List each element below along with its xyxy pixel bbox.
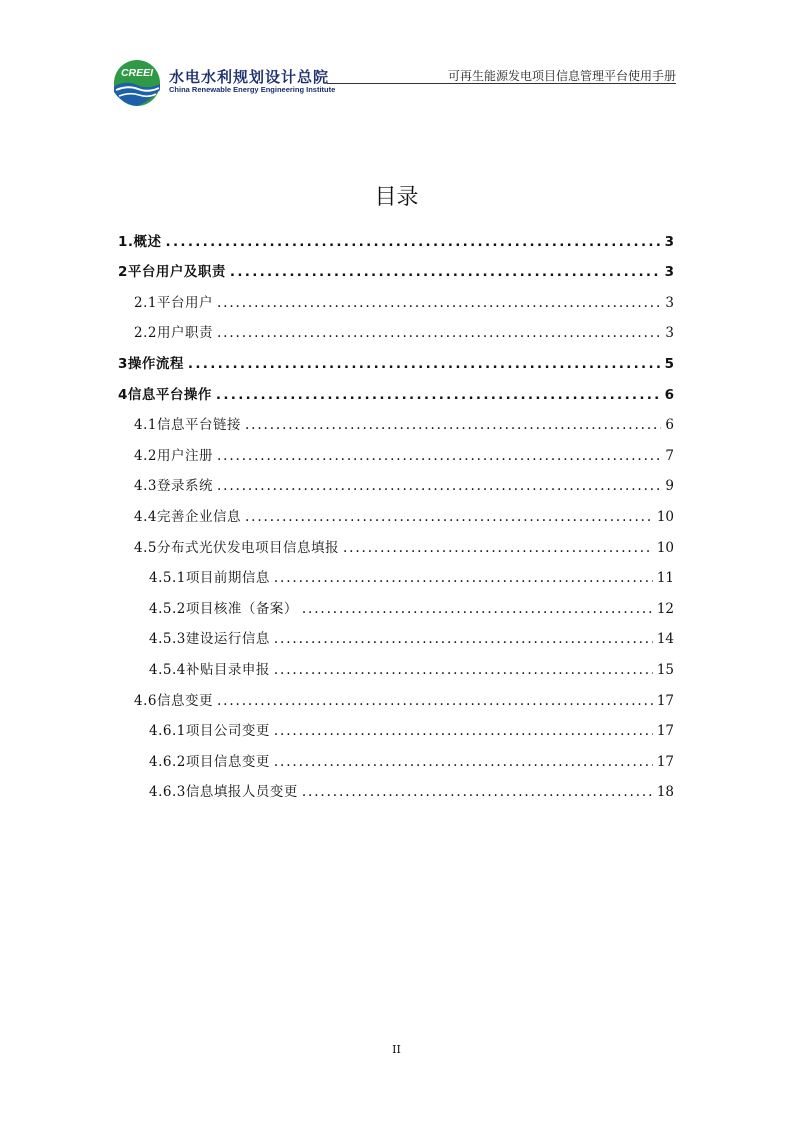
- toc-leader: [188, 356, 661, 372]
- toc-leader: [216, 387, 661, 403]
- toc-entry-text: 2.1平台用户: [134, 294, 213, 311]
- toc-leader: [302, 601, 653, 617]
- toc-entry-page: 12: [656, 600, 674, 617]
- toc-entry-text: 4.6.3信息填报人员变更: [149, 784, 298, 801]
- toc-entry[interactable]: [118, 341, 674, 372]
- toc-entry-page: 5: [664, 355, 674, 372]
- toc-entry[interactable]: [118, 372, 674, 403]
- toc-entry[interactable]: [118, 403, 674, 434]
- toc-entry-text: 4信息平台操作: [118, 386, 212, 403]
- toc-entry[interactable]: [118, 494, 674, 525]
- toc-entry-page: 10: [656, 508, 674, 525]
- toc-entry-page: 6: [664, 386, 674, 403]
- toc-entry-text: 4.3登录系统: [134, 478, 213, 495]
- toc-entry[interactable]: [118, 311, 674, 342]
- toc-entry-text: 2平台用户及职责: [118, 264, 226, 281]
- toc-entry[interactable]: [118, 280, 674, 311]
- organization-name: 水电水利规划设计总院: [169, 68, 330, 86]
- toc-entry-page: 9: [665, 478, 674, 495]
- toc-entry[interactable]: [118, 617, 674, 648]
- toc-entry-text: 4.5.4补贴目录申报: [149, 661, 270, 678]
- toc-entry-page: 6: [665, 417, 674, 434]
- toc-entry-page: 17: [656, 692, 674, 709]
- toc-entry[interactable]: [118, 739, 674, 770]
- table-of-contents: [118, 219, 674, 800]
- toc-leader: [230, 264, 661, 280]
- toc-entry-text: 4.4完善企业信息: [134, 508, 241, 525]
- toc-entry[interactable]: [118, 525, 674, 556]
- toc-leader: [217, 325, 661, 341]
- toc-leader: [274, 754, 653, 770]
- toc-entry[interactable]: [118, 219, 674, 250]
- toc-leader: [217, 478, 661, 494]
- toc-entry-text: 4.1信息平台链接: [134, 417, 241, 434]
- toc-entry-text: 4.5.1项目前期信息: [149, 570, 270, 587]
- toc-entry[interactable]: [118, 464, 674, 495]
- toc-entry-text: 4.5.2项目核准（备案）: [149, 600, 298, 617]
- document-title: 可再生能源发电项目信息管理平台使用手册: [447, 69, 676, 83]
- toc-entry-page: 3: [665, 325, 674, 342]
- toc-entry-page: 14: [656, 631, 674, 648]
- toc-leader: [245, 509, 653, 525]
- toc-entry[interactable]: [118, 433, 674, 464]
- toc-entry[interactable]: [118, 556, 674, 587]
- toc-entry-page: 11: [656, 570, 674, 587]
- toc-entry-text: 1.概述: [118, 233, 162, 250]
- toc-entry-text: 3操作流程: [118, 355, 184, 372]
- logo-text: CREEI: [120, 67, 154, 79]
- toc-leader: [274, 631, 653, 647]
- toc-entry-page: 3: [665, 294, 674, 311]
- creei-logo-icon: [112, 58, 162, 108]
- toc-entry[interactable]: [118, 678, 674, 709]
- toc-leader: [245, 417, 661, 433]
- toc-entry-page: 17: [656, 753, 674, 770]
- toc-leader: [343, 540, 653, 556]
- toc-entry-text: 4.2用户注册: [134, 447, 213, 464]
- toc-entry[interactable]: [118, 647, 674, 678]
- toc-entry-text: 4.6.2项目信息变更: [149, 753, 270, 770]
- toc-entry-page: 15: [656, 661, 674, 678]
- page-header: [112, 58, 676, 108]
- toc-entry-page: 3: [664, 264, 674, 281]
- toc-leader: [274, 662, 653, 678]
- toc-entry-text: 4.6信息变更: [134, 692, 213, 709]
- toc-leader: [302, 784, 653, 800]
- toc-entry-text: 4.5分布式光伏发电项目信息填报: [134, 539, 339, 556]
- toc-leader: [217, 448, 661, 464]
- toc-leader: [274, 723, 653, 739]
- toc-entry-text: 2.2用户职责: [134, 325, 213, 342]
- toc-leader: [217, 295, 661, 311]
- toc-leader: [274, 570, 653, 586]
- toc-leader: [217, 693, 653, 709]
- toc-entry-text: 4.6.1项目公司变更: [149, 723, 270, 740]
- toc-title: 目录: [374, 185, 419, 210]
- page-number: II: [392, 1043, 401, 1056]
- toc-entry-page: 17: [656, 723, 674, 740]
- toc-entry[interactable]: [118, 250, 674, 281]
- toc-entry[interactable]: [118, 770, 674, 801]
- toc-entry-page: 10: [656, 539, 674, 556]
- toc-entry-page: 3: [664, 233, 674, 250]
- toc-entry-page: 7: [665, 447, 674, 464]
- toc-entry[interactable]: [118, 586, 674, 617]
- toc-entry-page: 18: [656, 784, 674, 801]
- toc-entry[interactable]: [118, 709, 674, 740]
- organization-name-english: China Renewable Energy Engineering Institute: [169, 85, 336, 94]
- toc-entry-text: 4.5.3建设运行信息: [149, 631, 270, 648]
- toc-leader: [166, 234, 661, 250]
